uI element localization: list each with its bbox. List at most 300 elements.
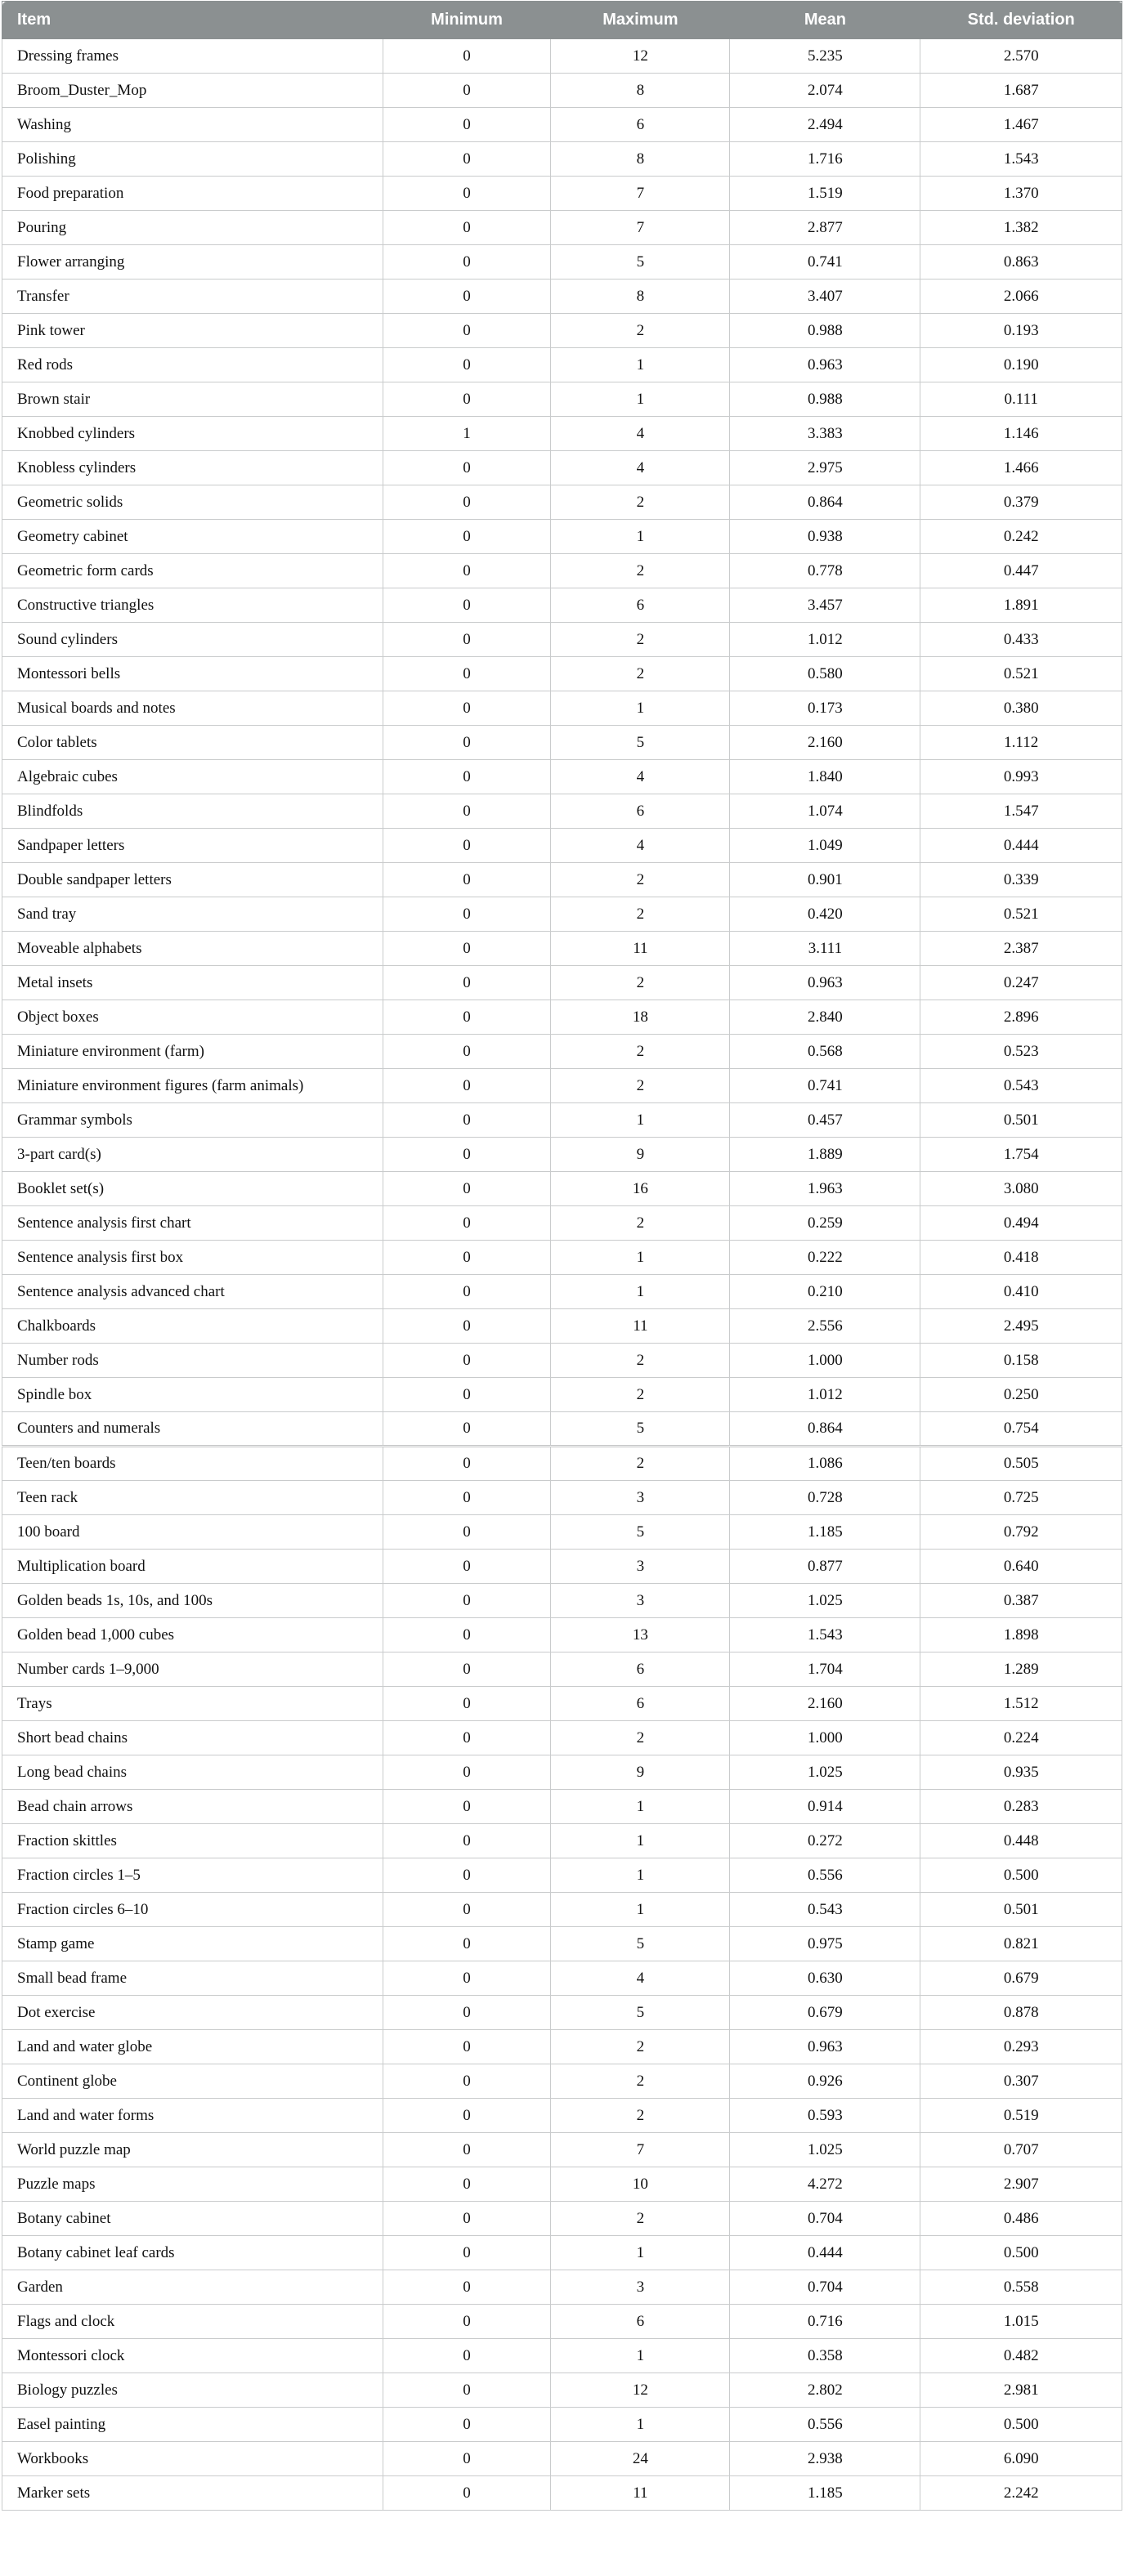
table-body [2,39,1122,2511]
table-row [2,417,1122,451]
table-row [2,2030,1122,2064]
minimum-cell: 0 [383,520,551,554]
minimum-cell: 0 [383,657,551,691]
table-row [2,897,1122,932]
mean-cell: 1.543 [730,1618,920,1652]
minimum-cell: 0 [383,280,551,314]
std-deviation-cell: 2.066 [920,280,1122,314]
table-row [2,1103,1122,1138]
item-cell: Polishing [2,142,383,177]
mean-cell: 0.593 [730,2099,920,2133]
mean-cell: 0.741 [730,1069,920,1103]
table-row [2,1206,1122,1241]
table-row [2,108,1122,142]
minimum-cell: 0 [383,1412,551,1447]
mean-cell: 1.025 [730,1584,920,1618]
std-deviation-cell: 0.447 [920,554,1122,588]
mean-cell: 0.568 [730,1035,920,1069]
minimum-cell: 0 [383,966,551,1000]
item-cell: Spindle box [2,1378,383,1412]
item-cell: Red rods [2,348,383,382]
minimum-cell: 0 [383,1103,551,1138]
minimum-cell: 0 [383,2408,551,2442]
item-cell: Workbooks [2,2442,383,2476]
item-cell: Double sandpaper letters [2,863,383,897]
std-deviation-cell: 0.482 [920,2339,1122,2373]
table-row [2,1344,1122,1378]
item-cell: Booklet set(s) [2,1172,383,1206]
mean-cell: 0.728 [730,1481,920,1515]
maximum-cell: 2 [551,314,730,348]
mean-cell: 0.210 [730,1275,920,1309]
std-deviation-cell: 0.242 [920,520,1122,554]
std-deviation-cell: 0.500 [920,2408,1122,2442]
minimum-cell: 0 [383,142,551,177]
std-deviation-cell: 0.380 [920,691,1122,726]
mean-cell: 0.778 [730,554,920,588]
minimum-cell: 0 [383,623,551,657]
mean-cell: 2.074 [730,74,920,108]
std-deviation-cell: 1.687 [920,74,1122,108]
table-row [2,382,1122,417]
item-cell: Sentence analysis first chart [2,1206,383,1241]
maximum-cell: 1 [551,1241,730,1275]
maximum-cell: 8 [551,142,730,177]
maximum-cell: 6 [551,1652,730,1687]
item-cell: Knobless cylinders [2,451,383,485]
mean-cell: 0.975 [730,1927,920,1961]
table-row [2,1858,1122,1893]
item-cell: Musical boards and notes [2,691,383,726]
table-row [2,1000,1122,1035]
mean-cell: 0.222 [730,1241,920,1275]
item-cell: Counters and numerals [2,1412,383,1447]
std-deviation-cell: 0.486 [920,2202,1122,2236]
mean-cell: 1.963 [730,1172,920,1206]
statistics-table-container [2,1,1122,2511]
item-cell: Chalkboards [2,1309,383,1344]
item-cell: Miniature environment (farm) [2,1035,383,1069]
std-deviation-cell: 0.448 [920,1824,1122,1858]
std-deviation-cell: 2.387 [920,932,1122,966]
table-row [2,863,1122,897]
mean-cell: 0.963 [730,348,920,382]
minimum-cell: 0 [383,1138,551,1172]
minimum-cell: 0 [383,1618,551,1652]
maximum-cell: 2 [551,623,730,657]
maximum-cell: 2 [551,966,730,1000]
std-deviation-cell: 1.467 [920,108,1122,142]
mean-cell: 1.086 [730,1447,920,1481]
std-deviation-cell: 0.444 [920,829,1122,863]
mean-cell: 1.025 [730,1755,920,1790]
minimum-cell: 0 [383,1790,551,1824]
table-row [2,1721,1122,1755]
minimum-cell: 0 [383,1824,551,1858]
minimum-cell: 0 [383,2270,551,2305]
minimum-cell: 0 [383,1858,551,1893]
maximum-cell: 11 [551,1309,730,1344]
mean-cell: 0.420 [730,897,920,932]
std-deviation-cell: 0.193 [920,314,1122,348]
minimum-cell: 0 [383,211,551,245]
maximum-cell: 4 [551,451,730,485]
table-row [2,691,1122,726]
std-deviation-cell: 0.523 [920,1035,1122,1069]
table-row [2,1138,1122,1172]
maximum-cell: 1 [551,1790,730,1824]
maximum-cell: 11 [551,2476,730,2511]
mean-cell: 0.926 [730,2064,920,2099]
maximum-cell: 1 [551,1893,730,1927]
maximum-cell: 3 [551,1550,730,1584]
item-cell: Broom_Duster_Mop [2,74,383,108]
table-row [2,245,1122,280]
std-deviation-cell: 0.500 [920,1858,1122,1893]
minimum-cell: 0 [383,1069,551,1103]
mean-cell: 0.864 [730,1412,920,1447]
maximum-cell: 4 [551,417,730,451]
table-row [2,1275,1122,1309]
minimum-cell: 0 [383,451,551,485]
minimum-cell: 0 [383,2442,551,2476]
maximum-cell: 1 [551,520,730,554]
std-deviation-cell: 0.418 [920,1241,1122,1275]
item-cell: Sand tray [2,897,383,932]
table-row [2,2236,1122,2270]
table-row [2,726,1122,760]
maximum-cell: 2 [551,2030,730,2064]
table-row [2,1550,1122,1584]
mean-cell: 2.160 [730,1687,920,1721]
mean-cell: 0.988 [730,382,920,417]
mean-cell: 0.864 [730,485,920,520]
mean-cell: 0.556 [730,1858,920,1893]
minimum-cell: 0 [383,2064,551,2099]
std-deviation-cell: 0.792 [920,1515,1122,1550]
std-deviation-cell: 0.283 [920,1790,1122,1824]
maximum-cell: 2 [551,485,730,520]
minimum-cell: 0 [383,2030,551,2064]
item-cell: World puzzle map [2,2133,383,2167]
mean-cell: 0.704 [730,2270,920,2305]
minimum-cell: 0 [383,726,551,760]
table-row [2,520,1122,554]
table-row [2,2064,1122,2099]
minimum-cell: 0 [383,1755,551,1790]
mean-cell: 1.840 [730,760,920,794]
std-deviation-cell: 0.725 [920,1481,1122,1515]
maximum-cell: 1 [551,2408,730,2442]
minimum-cell: 0 [383,1652,551,1687]
maximum-cell: 1 [551,1858,730,1893]
maximum-cell: 2 [551,1344,730,1378]
table-row [2,1035,1122,1069]
maximum-cell: 5 [551,1927,730,1961]
maximum-cell: 13 [551,1618,730,1652]
minimum-cell: 0 [383,1584,551,1618]
table-row [2,760,1122,794]
minimum-cell: 0 [383,314,551,348]
maximum-cell: 1 [551,2236,730,2270]
column-header-std-deviation: Std. deviation [920,2,1122,39]
std-deviation-cell: 1.898 [920,1618,1122,1652]
std-deviation-cell: 0.410 [920,1275,1122,1309]
std-deviation-cell: 1.146 [920,417,1122,451]
table-row [2,211,1122,245]
std-deviation-cell: 1.112 [920,726,1122,760]
table-row [2,2339,1122,2373]
header-row [2,2,1122,39]
table-row [2,1481,1122,1515]
mean-cell: 0.457 [730,1103,920,1138]
item-cell: Fraction skittles [2,1824,383,1858]
maximum-cell: 1 [551,1103,730,1138]
std-deviation-cell: 0.247 [920,966,1122,1000]
mean-cell: 4.272 [730,2167,920,2202]
maximum-cell: 3 [551,1481,730,1515]
table-row [2,1790,1122,1824]
minimum-cell: 0 [383,1961,551,1996]
mean-cell: 0.173 [730,691,920,726]
mean-cell: 1.012 [730,1378,920,1412]
minimum-cell: 0 [383,1481,551,1515]
mean-cell: 0.630 [730,1961,920,1996]
std-deviation-cell: 0.494 [920,1206,1122,1241]
item-cell: Dressing frames [2,39,383,74]
maximum-cell: 2 [551,657,730,691]
std-deviation-cell: 3.080 [920,1172,1122,1206]
mean-cell: 1.012 [730,623,920,657]
table-row [2,1309,1122,1344]
maximum-cell: 18 [551,1000,730,1035]
minimum-cell: 0 [383,2476,551,2511]
minimum-cell: 0 [383,2099,551,2133]
minimum-cell: 0 [383,1241,551,1275]
maximum-cell: 2 [551,1035,730,1069]
table-row [2,2476,1122,2511]
minimum-cell: 0 [383,2305,551,2339]
minimum-cell: 0 [383,2373,551,2408]
maximum-cell: 1 [551,691,730,726]
item-cell: Biology puzzles [2,2373,383,2408]
mean-cell: 3.383 [730,417,920,451]
item-cell: Small bead frame [2,1961,383,1996]
item-cell: Pouring [2,211,383,245]
item-cell: Multiplication board [2,1550,383,1584]
std-deviation-cell: 1.370 [920,177,1122,211]
std-deviation-cell: 1.547 [920,794,1122,829]
std-deviation-cell: 1.754 [920,1138,1122,1172]
descriptive-statistics-table [2,1,1122,2511]
table-row [2,280,1122,314]
item-cell: Pink tower [2,314,383,348]
minimum-cell: 0 [383,2202,551,2236]
std-deviation-cell: 0.640 [920,1550,1122,1584]
column-header-maximum: Maximum [551,2,730,39]
mean-cell: 3.457 [730,588,920,623]
minimum-cell: 0 [383,1000,551,1035]
maximum-cell: 6 [551,794,730,829]
minimum-cell: 0 [383,348,551,382]
table-row [2,314,1122,348]
maximum-cell: 2 [551,1378,730,1412]
mean-cell: 1.185 [730,2476,920,2511]
minimum-cell: 0 [383,554,551,588]
mean-cell: 1.889 [730,1138,920,1172]
table-row [2,966,1122,1000]
minimum-cell: 0 [383,1275,551,1309]
std-deviation-cell: 1.015 [920,2305,1122,2339]
std-deviation-cell: 0.543 [920,1069,1122,1103]
minimum-cell: 0 [383,691,551,726]
maximum-cell: 8 [551,280,730,314]
maximum-cell: 2 [551,1447,730,1481]
column-header-item: Item [2,2,383,39]
item-cell: Teen/ten boards [2,1447,383,1481]
minimum-cell: 0 [383,1172,551,1206]
minimum-cell: 0 [383,1687,551,1721]
item-cell: Trays [2,1687,383,1721]
table-row [2,1241,1122,1275]
table-row [2,1893,1122,1927]
table-row [2,1652,1122,1687]
mean-cell: 2.160 [730,726,920,760]
maximum-cell: 10 [551,2167,730,2202]
minimum-cell: 0 [383,245,551,280]
item-cell: Algebraic cubes [2,760,383,794]
item-cell: Color tablets [2,726,383,760]
maximum-cell: 1 [551,1275,730,1309]
std-deviation-cell: 0.500 [920,2236,1122,2270]
maximum-cell: 2 [551,1721,730,1755]
minimum-cell: 0 [383,794,551,829]
item-cell: 100 board [2,1515,383,1550]
minimum-cell: 0 [383,1550,551,1584]
table-row [2,1927,1122,1961]
item-cell: Flags and clock [2,2305,383,2339]
maximum-cell: 12 [551,2373,730,2408]
mean-cell: 1.000 [730,1721,920,1755]
maximum-cell: 1 [551,2339,730,2373]
maximum-cell: 6 [551,588,730,623]
table-row [2,1584,1122,1618]
maximum-cell: 6 [551,2305,730,2339]
maximum-cell: 12 [551,39,730,74]
mean-cell: 1.000 [730,1344,920,1378]
item-cell: Bead chain arrows [2,1790,383,1824]
minimum-cell: 0 [383,2167,551,2202]
table-row [2,348,1122,382]
maximum-cell: 7 [551,177,730,211]
maximum-cell: 9 [551,1755,730,1790]
mean-cell: 0.914 [730,1790,920,1824]
table-row [2,829,1122,863]
std-deviation-cell: 2.495 [920,1309,1122,1344]
std-deviation-cell: 0.521 [920,897,1122,932]
minimum-cell: 0 [383,588,551,623]
maximum-cell: 11 [551,932,730,966]
std-deviation-cell: 2.907 [920,2167,1122,2202]
minimum-cell: 0 [383,897,551,932]
maximum-cell: 2 [551,1069,730,1103]
table-row [2,554,1122,588]
std-deviation-cell: 0.501 [920,1103,1122,1138]
std-deviation-cell: 0.339 [920,863,1122,897]
minimum-cell: 0 [383,2236,551,2270]
maximum-cell: 2 [551,2064,730,2099]
maximum-cell: 1 [551,382,730,417]
mean-cell: 2.556 [730,1309,920,1344]
mean-cell: 5.235 [730,39,920,74]
maximum-cell: 4 [551,829,730,863]
maximum-cell: 7 [551,211,730,245]
item-cell: Number cards 1–9,000 [2,1652,383,1687]
item-cell: Number rods [2,1344,383,1378]
maximum-cell: 3 [551,1584,730,1618]
item-cell: Garden [2,2270,383,2305]
std-deviation-cell: 0.821 [920,1927,1122,1961]
maximum-cell: 7 [551,2133,730,2167]
std-deviation-cell: 0.558 [920,2270,1122,2305]
minimum-cell: 0 [383,382,551,417]
mean-cell: 2.877 [730,211,920,245]
maximum-cell: 24 [551,2442,730,2476]
std-deviation-cell: 0.519 [920,2099,1122,2133]
std-deviation-cell: 0.190 [920,348,1122,382]
table-row [2,451,1122,485]
mean-cell: 0.901 [730,863,920,897]
std-deviation-cell: 0.501 [920,1893,1122,1927]
maximum-cell: 1 [551,1824,730,1858]
mean-cell: 1.704 [730,1652,920,1687]
item-cell: Easel painting [2,2408,383,2442]
mean-cell: 3.111 [730,932,920,966]
mean-cell: 1.185 [730,1515,920,1550]
maximum-cell: 9 [551,1138,730,1172]
item-cell: Fraction circles 1–5 [2,1858,383,1893]
mean-cell: 0.358 [730,2339,920,2373]
std-deviation-cell: 2.570 [920,39,1122,74]
minimum-cell: 0 [383,1378,551,1412]
mean-cell: 0.938 [730,520,920,554]
maximum-cell: 2 [551,897,730,932]
minimum-cell: 0 [383,1927,551,1961]
item-cell: Moveable alphabets [2,932,383,966]
std-deviation-cell: 0.935 [920,1755,1122,1790]
table-row [2,1687,1122,1721]
minimum-cell: 0 [383,932,551,966]
item-cell: Botany cabinet leaf cards [2,2236,383,2270]
std-deviation-cell: 2.242 [920,2476,1122,2511]
item-cell: Geometric form cards [2,554,383,588]
table-row [2,2442,1122,2476]
item-cell: Dot exercise [2,1996,383,2030]
minimum-cell: 0 [383,760,551,794]
mean-cell: 0.272 [730,1824,920,1858]
maximum-cell: 5 [551,726,730,760]
table-row [2,2408,1122,2442]
std-deviation-cell: 0.250 [920,1378,1122,1412]
mean-cell: 0.259 [730,1206,920,1241]
minimum-cell: 0 [383,1206,551,1241]
item-cell: Continent globe [2,2064,383,2099]
std-deviation-cell: 2.981 [920,2373,1122,2408]
table-row [2,2133,1122,2167]
item-cell: Golden bead 1,000 cubes [2,1618,383,1652]
maximum-cell: 4 [551,760,730,794]
minimum-cell: 0 [383,1309,551,1344]
